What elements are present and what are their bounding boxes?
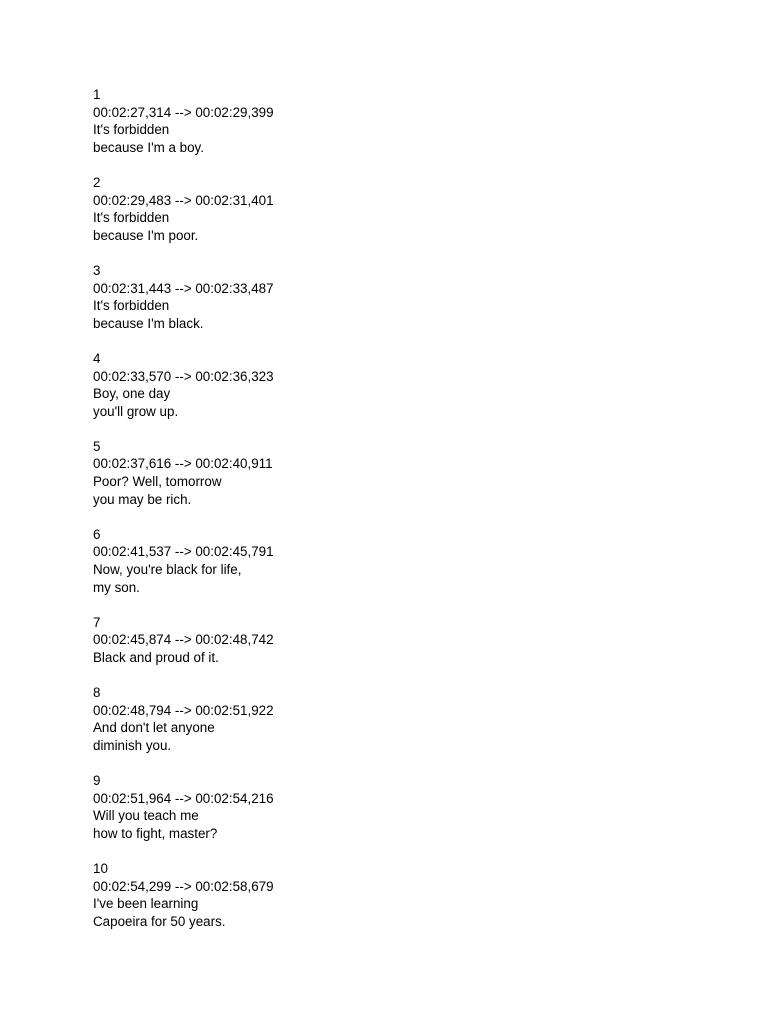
cue-text-line: how to fight, master? (93, 825, 218, 841)
subtitle-cue (93, 350, 693, 420)
cue-index: 9 (93, 773, 101, 789)
subtitle-document (93, 86, 693, 948)
cue-text-line: I've been learning (93, 896, 199, 912)
cue-text-line: And don't let anyone (93, 720, 215, 736)
cue-index: 6 (93, 526, 101, 542)
cue-text-line: Will you teach me (93, 808, 199, 824)
cue-text-line: Black and proud of it. (93, 650, 219, 665)
subtitle-cue (93, 772, 693, 842)
cue-timing: 00:02:27,314 --> 00:02:29,399 (93, 104, 274, 120)
cue-text-line: It's forbidden (93, 210, 170, 226)
cue-text-line: you may be rich. (93, 491, 192, 507)
cue-timing: 00:02:54,299 --> 00:02:58,679 (93, 878, 274, 894)
cue-index: 2 (93, 174, 101, 190)
cue-timing: 00:02:33,570 --> 00:02:36,323 (93, 368, 274, 384)
cue-index: 10 (93, 861, 108, 877)
subtitle-cue (93, 684, 693, 754)
cue-text-line: because I'm black. (93, 315, 204, 331)
cue-text-line: Now, you're black for life, (93, 562, 242, 578)
cue-timing: 00:02:51,964 --> 00:02:54,216 (93, 790, 274, 806)
subtitle-cue (93, 860, 693, 930)
subtitle-cue (93, 86, 693, 156)
cue-timing: 00:02:37,616 --> 00:02:40,911 (93, 456, 273, 472)
cue-timing: 00:02:29,483 --> 00:02:31,401 (93, 192, 274, 208)
cue-index: 1 (93, 87, 101, 102)
cue-index: 4 (93, 350, 101, 366)
cue-timing: 00:02:48,794 --> 00:02:51,922 (93, 702, 274, 718)
cue-index: 7 (93, 614, 101, 630)
cue-text-line: It's forbidden (93, 298, 170, 314)
subtitle-cue (93, 174, 693, 244)
subtitle-cue (93, 614, 693, 667)
cue-text-line: you'll grow up. (93, 403, 179, 419)
cue-text-line: because I'm poor. (93, 227, 199, 243)
cue-text-line: diminish you. (93, 737, 172, 753)
cue-text-line: my son. (93, 579, 140, 595)
subtitle-cue (93, 262, 693, 332)
subtitle-cue (93, 438, 693, 508)
cue-index: 3 (93, 262, 101, 278)
cue-text-line: because I'm a boy. (93, 139, 204, 155)
cue-text-line: Boy, one day (93, 386, 171, 402)
subtitle-cue (93, 526, 693, 596)
cue-timing: 00:02:41,537 --> 00:02:45,791 (93, 544, 274, 560)
cue-text-line: Poor? Well, tomorrow (93, 474, 222, 490)
cue-index: 8 (93, 685, 101, 701)
cue-text-line: Capoeira for 50 years. (93, 913, 226, 929)
cue-timing: 00:02:31,443 --> 00:02:33,487 (93, 280, 274, 296)
cue-text-line: It's forbidden (93, 122, 170, 138)
cue-timing: 00:02:45,874 --> 00:02:48,742 (93, 632, 274, 648)
cue-index: 5 (93, 438, 101, 454)
